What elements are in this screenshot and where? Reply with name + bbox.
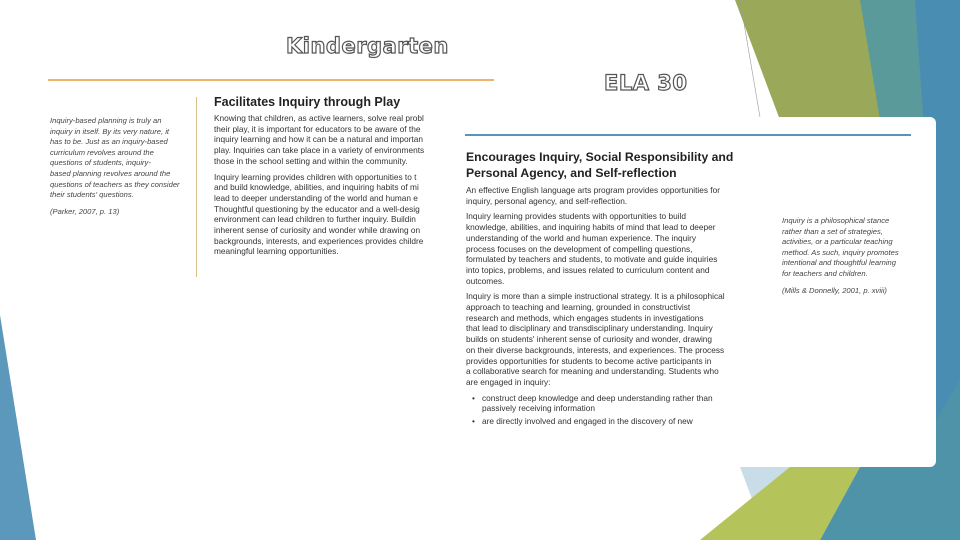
text-line: that lead to disciplinary and transdisciplinary understanding. Inquiry: [466, 323, 713, 334]
kindergarten-main-text: [214, 95, 440, 262]
text-line: passively receiving information: [482, 403, 595, 414]
text-line: and build knowledge, abilities, and inquiring habits of mi: [214, 182, 419, 193]
text-line: activities, or a particular teaching: [782, 237, 893, 247]
text-line: Inquiry-based planning is truly an: [50, 116, 162, 125]
text-line: outcomes.: [466, 275, 505, 286]
ela-divider: [465, 134, 911, 136]
text-line: are engaged in inquiry:: [466, 376, 551, 387]
ela-bullet: [466, 393, 756, 414]
left-blue-triangle: [0, 315, 36, 540]
text-line: intentional and thoughtful learning: [782, 258, 896, 268]
text-line: Inquiry is more than a simple instructional strategy. It is a philosophical: [466, 291, 725, 302]
text-line: builds on students' inherent sense of curiosity and wonder, drawing: [466, 334, 713, 345]
kindergarten-title: Kindergarten: [286, 34, 449, 58]
text-line: understanding of the world and human experience. The inquiry: [466, 232, 697, 243]
text-line: curriculum revolves around the: [50, 147, 154, 157]
text-line: a collaborative search for meaning and understanding. Students who: [466, 366, 719, 377]
kindergarten-paragraph-1: [214, 113, 440, 167]
ela-main-text: [466, 150, 756, 429]
ela-paragraph-1: [466, 185, 756, 206]
kindergarten-paragraph-2: [214, 172, 440, 258]
text-line: their students' questions.: [50, 190, 134, 200]
text-line: An effective English language arts program provides opportunities for: [466, 185, 720, 195]
text-line: questions of teachers as they consider: [50, 179, 180, 189]
text-line: Inquiry is a philosophical stance: [782, 216, 890, 225]
text-line: rather than a set of strategies,: [782, 226, 883, 236]
ela-paragraph-2: [466, 211, 756, 286]
ela-30-title: ELA 30: [604, 71, 688, 95]
text-line: provides opportunities for students to become active participants in: [466, 355, 712, 366]
kindergarten-sidebar-quote: [50, 116, 190, 217]
text-line: those in the school setting and within the community.: [214, 155, 408, 166]
text-line: for teachers and children.: [782, 268, 868, 278]
text-line: based planning revolves around the: [50, 168, 171, 178]
text-line: Thoughtful questioning by the educator and a well-desig: [214, 203, 420, 214]
text-line: play. Inquiries can take place in a variety of environments: [214, 145, 425, 156]
text-line: on their diverse backgrounds, interests, and experiences. The process: [466, 344, 725, 355]
text-line: • construct deep knowledge and deep understanding rather than: [482, 392, 713, 403]
text-line: approach to teaching and learning, grounded in constructivist: [466, 302, 691, 313]
text-line: research and methods, which engages students in investigations: [466, 312, 704, 323]
text-line: inquiry, personal agency, and self-reflection.: [466, 195, 628, 206]
text-line: into topics, problems, and issues related to curriculum content and: [466, 264, 710, 275]
ela-citation: (Mills & Donnelly, 2001, p. xviii): [782, 285, 887, 295]
text-line: Inquiry learning provides students with opportunities to build: [466, 211, 686, 222]
text-line: process focuses on the development of compelling questions,: [466, 243, 693, 254]
text-line: inquiry in itself. By its very nature, it: [50, 126, 170, 136]
text-line: questions of students, inquiry-: [50, 158, 151, 168]
text-line: Personal Agency, and Self-reflection: [466, 165, 677, 180]
text-line: inherent sense of curiosity and wonder while drawing on: [214, 225, 421, 236]
text-line: Inquiry learning provides children with opportunities to t: [214, 171, 417, 182]
kindergarten-heading: Facilitates Inquiry through Play: [214, 95, 401, 109]
kindergarten-citation: (Parker, 2007, p. 13): [50, 206, 120, 216]
text-line: knowledge, abilities, and inquiring habits of mind that lead to deeper: [466, 222, 716, 233]
ela-bullet: [466, 416, 756, 427]
text-line: their play, it is important for educators to be aware of the: [214, 123, 421, 134]
text-line: • are directly involved and engaged in the discovery of new: [482, 416, 693, 427]
kindergarten-document-excerpt: [48, 92, 440, 277]
text-line: method. As such, inquiry promotes: [782, 247, 899, 257]
text-line: inquiry learning and how it can be a natural and importan: [214, 134, 423, 145]
ela-document-excerpt: [458, 117, 936, 467]
text-line: lead to deeper understanding of the world and human e: [214, 192, 418, 203]
text-line: Knowing that children, as active learners, solve real probl: [214, 113, 424, 123]
ela-paragraph-3: [466, 291, 756, 387]
text-line: environment can lead children to further inquiry. Buildin: [214, 214, 416, 225]
text-line: has to be. Just as an inquiry-based: [50, 137, 168, 147]
text-line: meaningful learning opportunities.: [214, 246, 339, 257]
text-line: formulated by teachers and students, to motivate and guide inquiries: [466, 254, 718, 265]
kindergarten-divider: [48, 79, 494, 81]
kindergarten-vertical-rule: [196, 97, 197, 277]
ela-heading: [466, 150, 756, 181]
text-line: backgrounds, interests, and experiences provides childre: [214, 235, 424, 246]
text-line: Encourages Inquiry, Social Responsibility and: [466, 150, 734, 164]
ela-sidebar-quote: [782, 216, 922, 296]
